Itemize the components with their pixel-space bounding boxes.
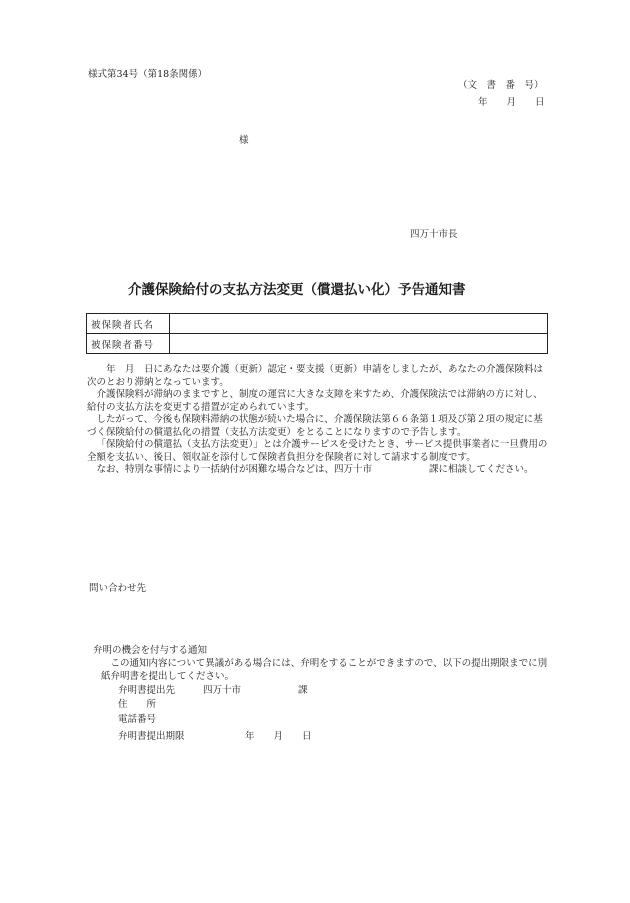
table-row [87,334,548,354]
body-paragraph-4: 「保険給付の償還払（支払方法変更）」とは介護サービスを受けたとき、サービス提供事業者に一旦費用の全額を支払い、後日、領収証を添付して保険者負担分を保険者に対して請求する制度です。 [87,439,548,463]
submit-to-value: 四万十市 課 [203,685,308,696]
body-paragraph-5: なお、特別な事情により一括納付が困難な場合などは、四万十市 課に相談してください。 [96,464,534,475]
contact-label: 問い合わせ先 [89,583,147,594]
insured-number-label: 被保険者番号 [87,334,170,354]
insured-name-label: 被保険者氏名 [87,314,170,334]
submit-to-label: 弁明書提出先 [118,685,176,696]
document-title: 介護保険給付の支払方法変更（償還払い化）予告通知書 [128,282,466,298]
form-number: 様式第34号（第18条関係） [88,69,208,80]
explanation-text: この通知内容について異議がある場合には、弁明をすることができますので、以下の提出期限までに別紙弁明書を提出してください。 [101,658,548,682]
issue-date: 年 月 日 [478,97,545,108]
deadline-label: 弁明書提出期限 [118,731,185,742]
deadline-row [118,731,312,743]
insured-info-table [86,313,548,354]
deadline-value: 年 月 日 [245,731,312,742]
body-paragraph-1: 年 月 日にあなたは要介護（更新）認定・要支援（更新）申請をしましたが、あなたの介護保険料は次のとおり滞納となっています。 [87,364,544,388]
explanation-heading: 弁明の機会を付与する通知 [93,645,208,656]
addressee-honorific: 様 [239,135,249,146]
sender-name: 四万十市長 [410,229,458,240]
submit-to-row [118,685,308,697]
body-paragraph-2: 介護保険料が滞納のままですと、制度の運営に大きな支障を来すため、介護保険法では滞納の方に対し、給付の支払方法を変更する措置が定められています。 [87,389,543,413]
document-number: （文 書 番 号） [458,80,544,91]
table-row [87,314,548,334]
insured-name-value [170,314,548,334]
body-paragraph-3: したがって、今後も保険料滞納の状態が続いた場合に、介護保険法第６６条第１項及び第２項の規定に基づく保険給付の償還払化の措置（支払方法変更）をとることになりますので予告します。 [87,414,543,438]
address-label: 住 所 [118,699,157,710]
notice-body [87,364,552,477]
explanation-text-block [101,658,553,683]
phone-label: 電話番号 [118,714,157,725]
insured-number-value [170,334,548,354]
